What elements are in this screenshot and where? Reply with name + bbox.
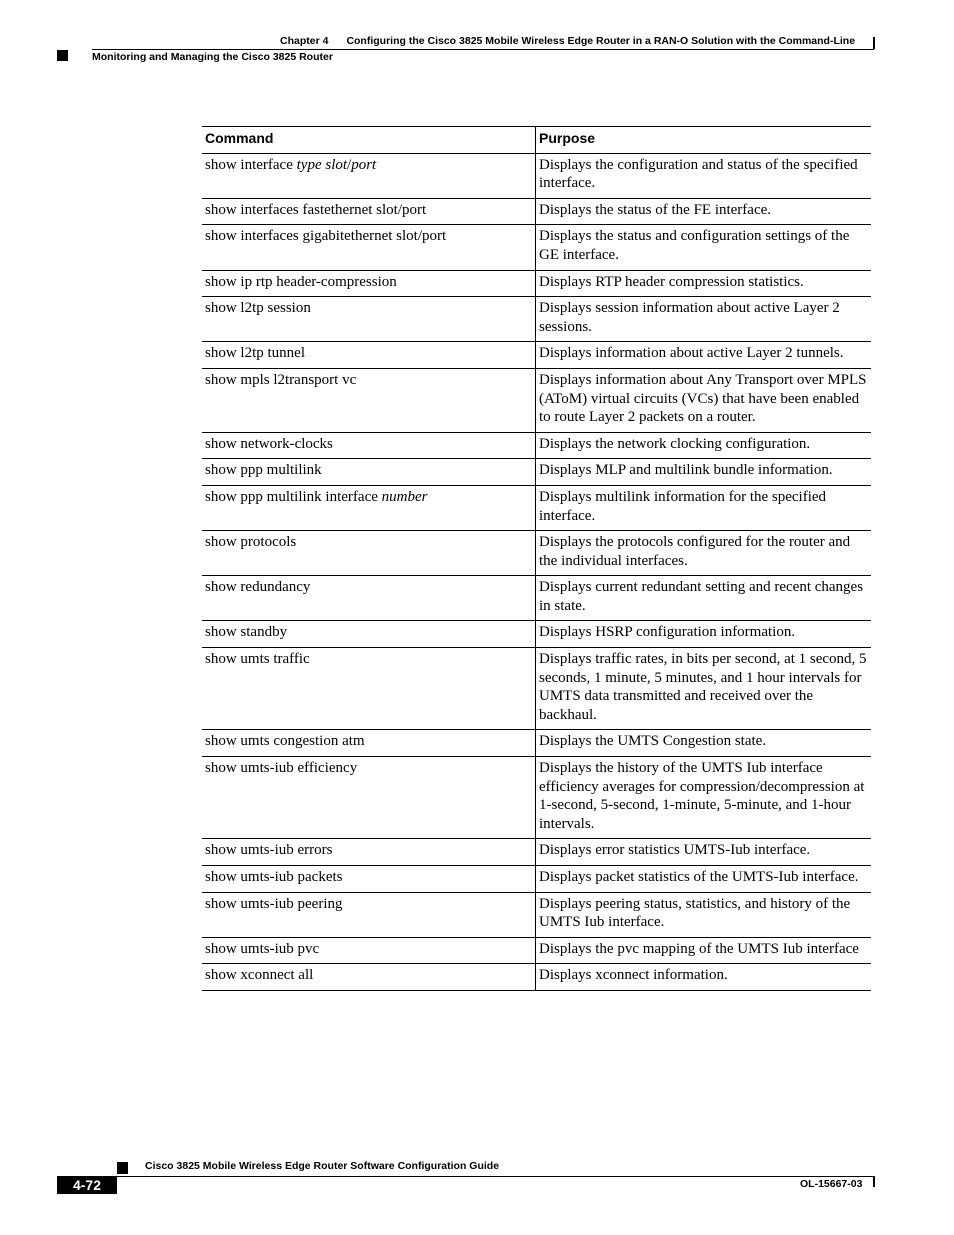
purpose-cell: Displays the status and configuration settings of the GE interface. bbox=[536, 225, 872, 270]
purpose-cell: Displays information about active Layer 2 tunnels. bbox=[536, 342, 872, 369]
command-cell bbox=[202, 459, 536, 486]
command-text: show standby bbox=[205, 624, 288, 641]
table-row bbox=[202, 459, 871, 486]
running-header-chapter bbox=[280, 35, 855, 47]
purpose-cell: Displays the network clocking configuration. bbox=[536, 432, 872, 459]
purpose-cell: Displays session information about active Layer 2 sessions. bbox=[536, 297, 872, 342]
table-row bbox=[202, 342, 871, 369]
table-row bbox=[202, 937, 871, 964]
command-text: show l2tp tunnel bbox=[205, 345, 305, 362]
chapter-label: Chapter 4 bbox=[280, 35, 329, 47]
command-cell bbox=[202, 270, 536, 297]
purpose-cell: Displays the pvc mapping of the UMTS Iub interface bbox=[536, 937, 872, 964]
command-cell bbox=[202, 730, 536, 757]
command-text: show umts traffic bbox=[205, 651, 310, 668]
command-text: show umts-iub pvc bbox=[205, 940, 320, 957]
table-row bbox=[202, 368, 871, 432]
table-row bbox=[202, 531, 871, 576]
command-text: show umts-iub peering bbox=[205, 895, 343, 912]
purpose-cell: Displays peering status, statistics, and history of the UMTS Iub interface. bbox=[536, 892, 872, 937]
table-row bbox=[202, 839, 871, 866]
command-cell bbox=[202, 342, 536, 369]
table-body bbox=[202, 153, 871, 990]
table-row bbox=[202, 153, 871, 198]
command-cell bbox=[202, 225, 536, 270]
header-rule bbox=[92, 49, 874, 50]
command-cell bbox=[202, 432, 536, 459]
table-row bbox=[202, 485, 871, 530]
table-row bbox=[202, 576, 871, 621]
purpose-cell: Displays traffic rates, in bits per second, at 1 second, 5 seconds, 1 minute, 5 minutes, and 1 hour intervals for UMTS data transmitted and received over the backhaul. bbox=[536, 648, 872, 730]
purpose-cell: Displays information about Any Transport over MPLS (AToM) virtual circuits (VCs) that have been enabled to route Layer 2 packets on a router. bbox=[536, 368, 872, 432]
running-header-section: Monitoring and Managing the Cisco 3825 Router bbox=[92, 51, 333, 63]
purpose-cell: Displays packet statistics of the UMTS-Iub interface. bbox=[536, 866, 872, 893]
command-table bbox=[202, 126, 871, 991]
footer-vertical-bar bbox=[873, 1176, 875, 1187]
purpose-cell: Displays current redundant setting and recent changes in state. bbox=[536, 576, 872, 621]
header-vertical-bar bbox=[873, 37, 875, 49]
table-row bbox=[202, 757, 871, 839]
command-cell bbox=[202, 531, 536, 576]
footer-rule bbox=[57, 1176, 875, 1177]
table-row bbox=[202, 198, 871, 225]
chapter-title: Configuring the Cisco 3825 Mobile Wireless Edge Router in a RAN-O Solution with the Command-Line bbox=[346, 35, 856, 47]
command-cell bbox=[202, 485, 536, 530]
table-row bbox=[202, 270, 871, 297]
table-row bbox=[202, 648, 871, 730]
table-row bbox=[202, 892, 871, 937]
command-cell bbox=[202, 368, 536, 432]
command-cell bbox=[202, 937, 536, 964]
command-argument: type slot bbox=[296, 156, 348, 173]
command-cell bbox=[202, 964, 536, 991]
command-text: show umts-iub errors bbox=[205, 842, 333, 859]
table-row bbox=[202, 621, 871, 648]
command-text: show umts congestion atm bbox=[205, 733, 365, 750]
footer-guide-title: Cisco 3825 Mobile Wireless Edge Router Software Configuration Guide bbox=[145, 1160, 500, 1172]
command-separator: / bbox=[347, 156, 352, 173]
command-cell bbox=[202, 892, 536, 937]
page-number: 4-72 bbox=[57, 1176, 117, 1194]
command-text: show ppp multilink interface bbox=[205, 488, 382, 505]
command-cell bbox=[202, 576, 536, 621]
column-header-command: Command bbox=[202, 127, 536, 154]
purpose-cell: Displays error statistics UMTS-Iub interface. bbox=[536, 839, 872, 866]
purpose-cell: Displays the protocols configured for the router and the individual interfaces. bbox=[536, 531, 872, 576]
document-number: OL-15667-03 bbox=[800, 1178, 863, 1190]
purpose-cell: Displays the status of the FE interface. bbox=[536, 198, 872, 225]
command-cell bbox=[202, 297, 536, 342]
command-text: show interfaces fastethernet slot/port bbox=[205, 201, 427, 218]
command-text: show umts-iub efficiency bbox=[205, 760, 358, 777]
command-text: show xconnect all bbox=[205, 967, 314, 984]
command-text: show protocols bbox=[205, 534, 297, 551]
footer-marker-square bbox=[117, 1162, 128, 1174]
purpose-cell: Displays xconnect information. bbox=[536, 964, 872, 991]
table-row bbox=[202, 297, 871, 342]
table-row bbox=[202, 866, 871, 893]
command-cell bbox=[202, 866, 536, 893]
command-text: show l2tp session bbox=[205, 300, 311, 317]
command-text: show interface bbox=[205, 156, 297, 173]
purpose-cell: Displays the configuration and status of the specified interface. bbox=[536, 153, 872, 198]
command-cell bbox=[202, 153, 536, 198]
command-text: show interfaces gigabitethernet slot/port bbox=[205, 228, 447, 245]
command-text: show umts-iub packets bbox=[205, 869, 343, 885]
table-row bbox=[202, 964, 871, 991]
command-text: show mpls l2transport vc bbox=[205, 371, 357, 388]
command-cell bbox=[202, 621, 536, 648]
table-header-row bbox=[202, 127, 871, 154]
command-text: show ip rtp header-compression bbox=[205, 273, 397, 290]
command-argument: port bbox=[351, 156, 377, 173]
command-cell bbox=[202, 198, 536, 225]
purpose-cell: Displays the UMTS Congestion state. bbox=[536, 730, 872, 757]
header-marker-square bbox=[57, 50, 68, 61]
column-header-purpose: Purpose bbox=[536, 127, 872, 154]
purpose-cell: Displays the history of the UMTS Iub interface efficiency averages for compression/decompression at 1-second, 5-second, 1-minute, 5-minute, and 1-hour intervals. bbox=[536, 757, 872, 839]
purpose-cell: Displays RTP header compression statistics. bbox=[536, 270, 872, 297]
command-cell bbox=[202, 648, 536, 730]
table-row bbox=[202, 225, 871, 270]
purpose-cell: Displays multilink information for the specified interface. bbox=[536, 485, 872, 530]
purpose-cell: Displays HSRP configuration information. bbox=[536, 621, 872, 648]
table-row bbox=[202, 432, 871, 459]
command-cell bbox=[202, 839, 536, 866]
command-text: show ppp multilink bbox=[205, 462, 322, 479]
table-row bbox=[202, 730, 871, 757]
command-cell bbox=[202, 757, 536, 839]
command-text: show redundancy bbox=[205, 579, 311, 596]
command-argument: number bbox=[381, 488, 428, 505]
purpose-cell: Displays MLP and multilink bundle information. bbox=[536, 459, 872, 486]
command-text: show network-clocks bbox=[205, 435, 333, 452]
